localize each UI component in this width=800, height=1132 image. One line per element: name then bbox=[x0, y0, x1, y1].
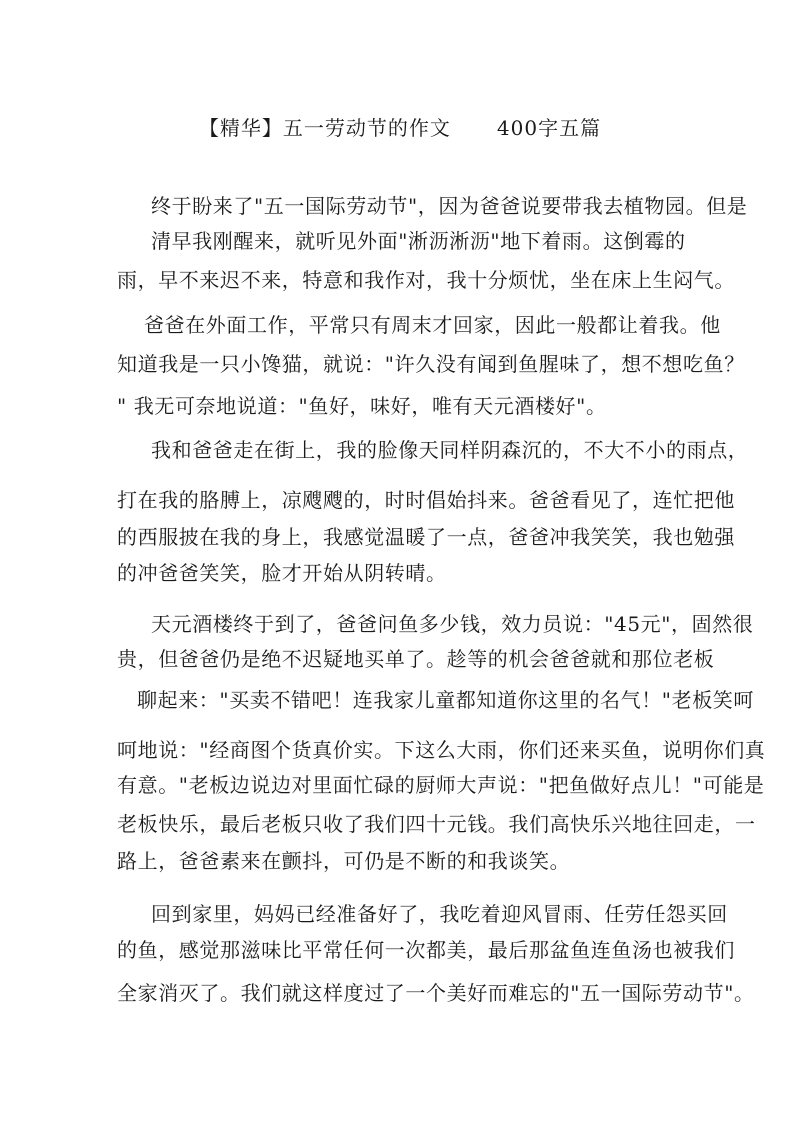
title-main: 【精华】五一劳动节的作文 bbox=[198, 116, 451, 140]
paragraph-line: 呵地说："经商图个货真价实。下这么大雨，你们还来买鱼，说明你们真 bbox=[117, 738, 766, 762]
paragraph-line: 贵，但爸爸仍是绝不迟疑地买单了。趁等的机会爸爸就和那位老板 bbox=[117, 647, 715, 671]
paragraph-line: 我和爸爸走在街上，我的脸像天同样阴森沉的，不大不小的雨点， bbox=[151, 438, 749, 462]
paragraph-line: 路上，爸爸素来在颤抖，可仍是不断的和我谈笑。 bbox=[117, 849, 571, 873]
document-title bbox=[0, 112, 800, 141]
paragraph-line: 回到家里，妈妈已经准备好了，我吃着迎风冒雨、任劳任怨买回 bbox=[151, 902, 728, 926]
paragraph-line: 知道我是一只小馋猫，就说："许久没有闻到鱼腥味了，想不想吃鱼？ bbox=[117, 352, 745, 376]
title-word-count: 400字五篇 bbox=[496, 116, 602, 140]
paragraph-line: 天元酒楼终于到了，爸爸问鱼多少钱，效力员说："45元"，固然很 bbox=[151, 612, 754, 636]
paragraph-line: 的鱼，感觉那滋味比平常任何一次都美，最后那盆鱼连鱼汤也被我们 bbox=[117, 938, 735, 962]
paragraph-line: 清早我刚醒来，就听见外面"淅沥淅沥"地下着雨。这倒霉的 bbox=[151, 229, 686, 253]
paragraph-line: 老板快乐，最后老板只收了我们四十元钱。我们高快乐兴地往回走，一 bbox=[117, 812, 756, 836]
paragraph-line: 雨，早不来迟不来，特意和我作对，我十分烦忧，坐在床上生闷气。 bbox=[117, 268, 735, 292]
paragraph-line: 爸爸在外面工作，平常只有周末才回家，因此一般都让着我。他 bbox=[144, 313, 721, 337]
paragraph-line: 终于盼来了"五一国际劳动节"，因为爸爸说要带我去植物园。但是 bbox=[151, 194, 748, 218]
paragraph-line: 聊起来："买卖不错吧！连我家儿童都知道你这里的名气！"老板笑呵 bbox=[137, 688, 754, 712]
paragraph-line: 有意。"老板边说边对里面忙碌的厨师大声说："把鱼做好点儿！"可能是 bbox=[117, 773, 765, 797]
paragraph-line: 全家消灭了。我们就这样度过了一个美好而难忘的"五一国际劳动节"。 bbox=[117, 981, 755, 1005]
paragraph-line: 的冲爸爸笑笑，脸才开始从阴转晴。 bbox=[117, 561, 447, 585]
paragraph-line: " 我无可奈地说道："鱼好，味好，唯有天元酒楼好"。 bbox=[117, 394, 607, 418]
paragraph-line: 打在我的胳膊上，凉飕飕的，时时倡始抖来。爸爸看见了，连忙把他 bbox=[117, 488, 735, 512]
paragraph-line: 的西服披在我的身上，我感觉温暖了一点，爸爸冲我笑笑，我也勉强 bbox=[117, 525, 735, 549]
